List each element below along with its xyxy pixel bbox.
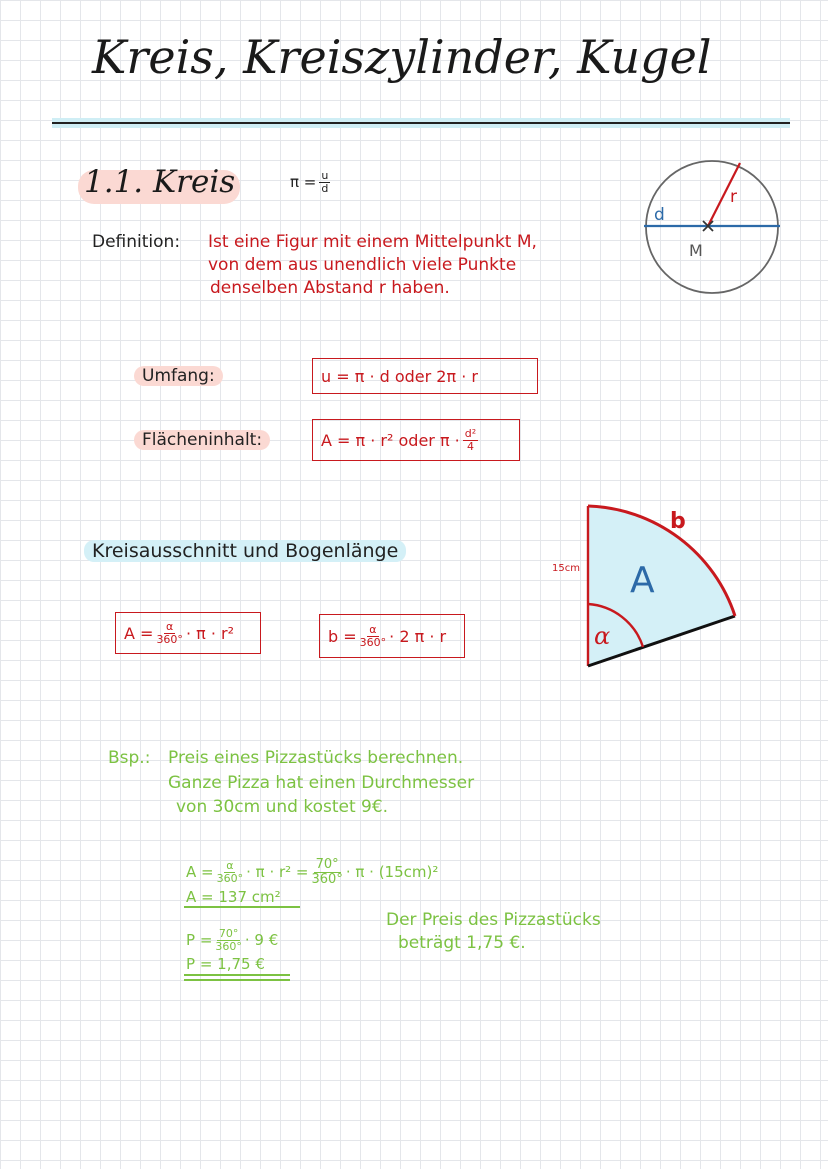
label-area: A: [630, 560, 655, 601]
sector-area-fraction-den: 360°: [156, 632, 183, 646]
calc-area-fraction-2-den: 360°: [311, 871, 343, 887]
arc-length-formula-box: [319, 614, 465, 658]
label-b: b: [670, 509, 686, 534]
section-title: 1.1. Kreis: [84, 164, 236, 200]
arc-length-lhs: b =: [328, 626, 357, 646]
result-price: P = 1,75 €: [186, 955, 265, 973]
calc-area-fraction-1: [217, 860, 244, 884]
sector-area-fraction-num: α: [166, 619, 174, 633]
umfang-formula-box: [312, 358, 538, 394]
calc-price-fraction-num: 70°: [218, 927, 239, 940]
sector-heading-text: Kreisausschnitt und Bogenlänge: [84, 540, 406, 562]
arc-length-fraction-num: α: [369, 622, 377, 636]
pi-formula: [290, 170, 333, 194]
arc-length-fraction-den: 360°: [359, 635, 387, 649]
flaeche-formula-box: [312, 419, 520, 461]
umfang-label: [134, 366, 223, 386]
calc-price-fraction-den: 360°: [215, 939, 242, 953]
flaeche-fraction-num: d²: [464, 426, 477, 440]
page-title: Kreis, Kreiszylinder, Kugel: [92, 30, 712, 84]
example-line-3: von 30cm und kostet 9€.: [176, 797, 389, 817]
label-radius: 15cm: [552, 563, 580, 574]
flaeche-label-text: Flächeninhalt:: [134, 430, 270, 450]
definition-label: Definition:: [92, 232, 181, 252]
label-m: M: [689, 241, 703, 260]
calc-price-rhs: · 9 €: [244, 931, 279, 950]
sector-area-rhs: · π · r²: [185, 623, 234, 643]
definition-line-1: Ist eine Figur mit einem Mittelpunkt M,: [208, 232, 537, 252]
title-underline: [52, 122, 790, 124]
umfang-formula: u = π · d oder 2π · r: [321, 366, 478, 386]
sector-area-fraction: [156, 621, 183, 645]
result-area: A = 137 cm²: [186, 888, 281, 906]
calc-area-fraction-1-num: α: [226, 859, 234, 873]
conclusion-line-1: Der Preis des Pizzastücks: [386, 910, 601, 930]
calc-price-lhs: P =: [186, 931, 213, 950]
calc-price: [186, 928, 278, 952]
pi-fraction-num: u: [321, 169, 329, 182]
arc-length-fraction: [360, 624, 387, 648]
sector-area-formula-box: [115, 612, 261, 654]
pi-formula-lhs: π =: [290, 173, 317, 192]
circle-diagram: [636, 152, 792, 302]
calc-area-fraction-2-num: 70°: [315, 857, 339, 872]
conclusion-line-2: beträgt 1,75 €.: [398, 933, 526, 953]
sector-diagram: [540, 496, 746, 676]
calc-area: [186, 858, 438, 886]
label-r: r: [730, 187, 737, 207]
definition-line-2: von dem aus unendlich viele Punkte: [208, 255, 517, 275]
arc-length-rhs: · 2 π · r: [389, 626, 447, 646]
pi-fraction: [319, 170, 330, 194]
sector-heading: [84, 540, 406, 562]
flaeche-fraction-den: 4: [466, 439, 474, 453]
flaeche-label: [134, 430, 270, 450]
result-price-underline-2: [184, 979, 290, 981]
pi-fraction-den: d: [321, 181, 329, 195]
flaeche-fraction: [463, 428, 478, 452]
sector-area-lhs: A =: [124, 623, 154, 643]
label-alpha: α: [594, 622, 611, 650]
umfang-label-text: Umfang:: [134, 366, 223, 386]
label-d: d: [654, 205, 665, 225]
calc-area-lhs: A =: [186, 863, 214, 882]
calc-area-rhs: · π · (15cm)²: [345, 863, 439, 882]
example-label: Bsp.:: [108, 748, 151, 768]
calc-price-fraction: [215, 928, 242, 952]
example-line-2: Ganze Pizza hat einen Durchmesser: [168, 773, 475, 793]
flaeche-formula: A = π · r² oder π ·: [321, 430, 460, 450]
calc-area-fraction-2: [312, 858, 343, 886]
result-price-underline-1: [184, 974, 290, 976]
result-area-underline: [184, 906, 300, 908]
calc-area-mid: · π · r² =: [246, 863, 309, 882]
example-line-1: Preis eines Pizzastücks berechnen.: [168, 748, 464, 768]
calc-area-fraction-1-den: 360°: [216, 871, 244, 885]
definition-line-3: denselben Abstand r haben.: [210, 278, 450, 298]
